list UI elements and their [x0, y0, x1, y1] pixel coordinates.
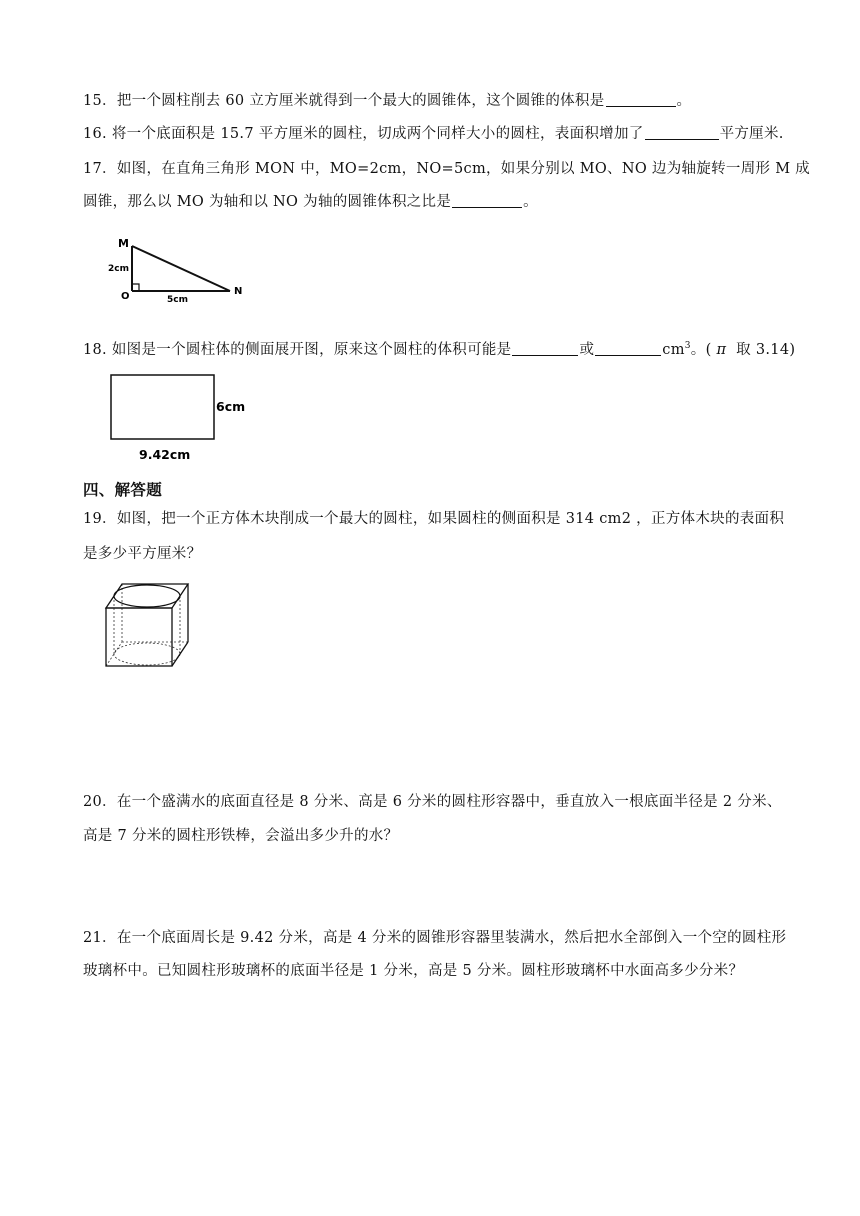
question-18-or: 或 [579, 342, 595, 358]
question-17-end: 。 [523, 194, 538, 210]
vertex-m-label: M [118, 237, 129, 250]
height-label: 6cm [216, 399, 246, 414]
unit-cm: cm [662, 342, 685, 358]
cylinder-net-rectangle-figure [104, 368, 254, 463]
mo-length-label: 2cm [108, 264, 129, 274]
question-21-line-2: 玻璃杯中。已知圆柱形玻璃杯的底面半径是 1 分米，高是 5 分米。圆柱形玻璃杯中水面高多少分米？ [83, 963, 744, 979]
question-15 [83, 89, 691, 110]
question-20-line-2: 高是 7 分米的圆柱形铁棒，会溢出多少升的水？ [83, 828, 399, 844]
answer-blank-18a[interactable] [512, 342, 578, 356]
question-17-line-2 [83, 190, 538, 211]
question-17-text: 圆锥，那么以 MO 为轴和以 NO 为轴的圆锥体积之比是 [83, 194, 452, 210]
question-18-text: 18. 如图是一个圆柱体的侧面展开图，原来这个圆柱的体积可能是 [83, 342, 512, 358]
question-19-line-1: 19．如图，把一个正方体木块削成一个最大的圆柱，如果圆柱的侧面积是 314 cm2 ，正方体木块的表面积 [83, 511, 785, 527]
unit-exponent: 3 [684, 341, 691, 352]
question-21-line-1: 21．在一个底面周长是 9.42 分米，高是 4 分米的圆锥形容器里装满水，然后把水全部倒入一个空的圆柱形 [83, 930, 787, 946]
question-17-line-1: 17．如图，在直角三角形 MON 中，MO=2cm，NO=5cm，如果分别以 MO、NO 边为轴旋转一周形 M 成 [83, 161, 811, 177]
question-19-line-2: 是多少平方厘米？ [83, 546, 202, 562]
vertex-o-label: O [121, 291, 130, 302]
question-15-end: 。 [676, 93, 692, 109]
width-label: 9.42cm [139, 447, 191, 462]
section-4-title: 四、解答题 [83, 481, 163, 499]
question-15-text: 15．把一个圆柱削去 60 立方厘米就得到一个最大的圆锥体，这个圆锥的体积是 [83, 93, 605, 109]
question-16-text: 16. 将一个底面积是 15.7 平方厘米的圆柱，切成两个同样大小的圆柱，表面积增加了 [83, 126, 644, 142]
vertex-n-label: N [234, 286, 243, 297]
question-20-line-1: 20．在一个盛满水的底面直径是 8 分米、高是 6 分米的圆柱形容器中，垂直放入一根底面半径是 2 分米、 [83, 794, 782, 810]
question-18-tail-2: 取 3.14) [736, 342, 796, 358]
triangle-mon-figure [104, 234, 254, 306]
question-18 [83, 338, 795, 359]
answer-blank-15[interactable] [606, 93, 676, 107]
answer-blank-18b[interactable] [595, 342, 661, 356]
question-16 [83, 122, 784, 143]
cube-cylinder-figure [102, 580, 196, 672]
pi-symbol: π [716, 342, 727, 358]
answer-blank-16[interactable] [645, 126, 719, 140]
answer-blank-17[interactable] [452, 194, 522, 208]
question-18-tail: 。( [690, 342, 712, 358]
on-length-label: 5cm [167, 295, 188, 305]
question-16-end: 平方厘米. [719, 126, 784, 142]
